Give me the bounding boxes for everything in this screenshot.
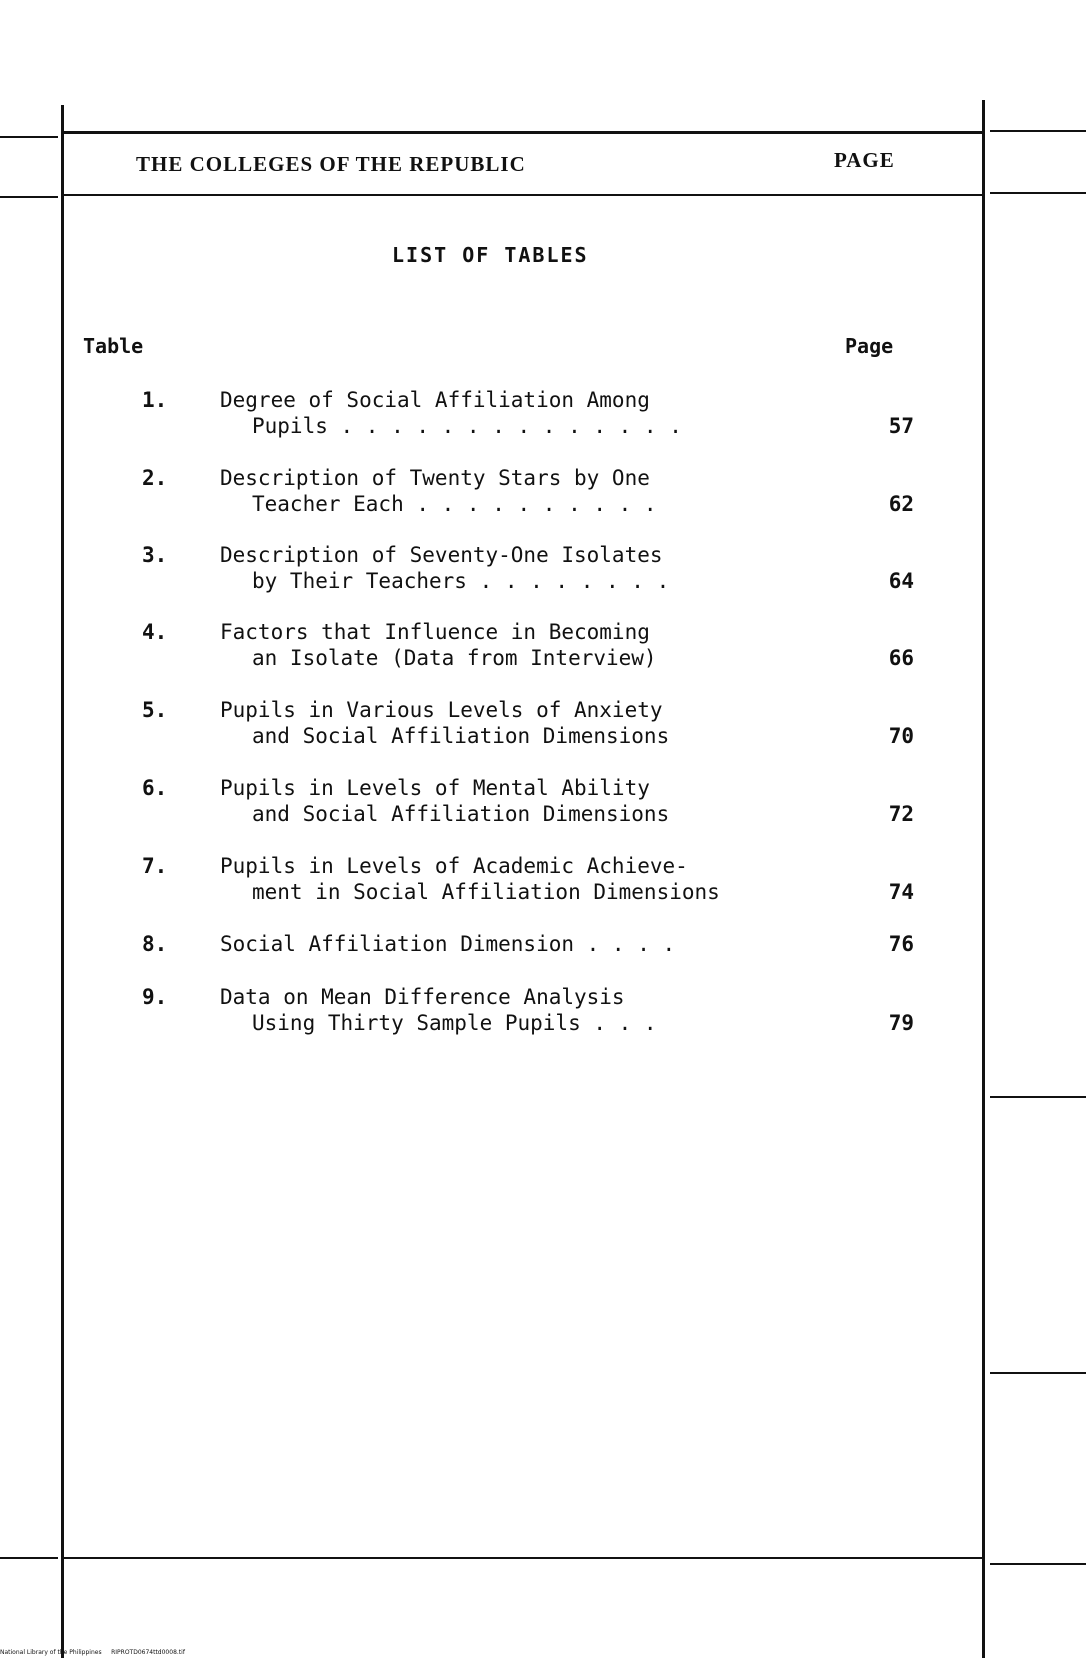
margin-rule-left-mid	[0, 196, 58, 198]
table-entry-4	[0, 620, 1086, 680]
entry-title-line2: Using Thirty Sample Pupils . . .	[252, 1011, 657, 1035]
margin-rule-left-bottom	[0, 1557, 58, 1559]
table-column-heading: Table	[83, 334, 144, 358]
table-entry-5	[0, 698, 1086, 758]
entry-page-number: 76	[888, 932, 914, 956]
margin-rule-right-2	[990, 192, 1086, 194]
margin-rule-right-3	[990, 1096, 1086, 1098]
scan-footer-caption: National Library of the Philippines RIPROTD0674ttd0008.tif	[0, 1649, 185, 1656]
entry-title-line1: Pupils in Various Levels of Anxiety	[220, 698, 663, 722]
entry-number: 6.	[142, 776, 168, 800]
entry-page-number: 66	[888, 646, 914, 670]
entry-page-number: 57	[888, 414, 914, 438]
entry-title-line2: and Social Affiliation Dimensions	[252, 802, 670, 826]
entry-title-line2: Teacher Each . . . . . . . . . .	[252, 492, 657, 516]
entry-page-number: 79	[888, 1011, 914, 1035]
table-entry-2	[0, 466, 1086, 526]
entry-title-line2: an Isolate (Data from Interview)	[252, 646, 657, 670]
running-header-page-label: PAGE	[834, 148, 895, 172]
entry-number: 7.	[142, 854, 168, 878]
table-entry-3	[0, 543, 1086, 603]
bottom-rule	[64, 1557, 982, 1559]
entry-number: 3.	[142, 543, 168, 567]
table-entry-8	[0, 932, 1086, 992]
entry-title-line2: and Social Affiliation Dimensions	[252, 724, 670, 748]
margin-rule-right-top	[990, 130, 1086, 132]
entry-page-number: 62	[888, 492, 914, 516]
entry-page-number: 64	[888, 569, 914, 593]
entry-number: 4.	[142, 620, 168, 644]
entry-title-line1: Pupils in Levels of Mental Ability	[220, 776, 650, 800]
entry-page-number: 74	[888, 880, 914, 904]
entry-title-line1: Factors that Influence in Becoming	[220, 620, 650, 644]
entry-title-line1: Pupils in Levels of Academic Achieve-	[220, 854, 688, 878]
margin-rule-right-bottom	[990, 1563, 1086, 1565]
list-of-tables-heading: LIST OF TABLES	[392, 243, 589, 267]
entry-page-number: 70	[888, 724, 914, 748]
table-entry-1	[0, 388, 1086, 448]
table-entry-9	[0, 985, 1086, 1045]
header-bottom-rule	[64, 194, 982, 196]
header-top-rule	[64, 131, 982, 134]
entry-number: 5.	[142, 698, 168, 722]
entry-title-line1: Description of Seventy-One Isolates	[220, 543, 663, 567]
entry-number: 2.	[142, 466, 168, 490]
entry-number: 1.	[142, 388, 168, 412]
entry-title-line1: Degree of Social Affiliation Among	[220, 388, 650, 412]
page-column-heading: Page	[845, 334, 894, 358]
running-header-title: THE COLLEGES OF THE REPUBLIC	[136, 152, 526, 176]
entry-title-line2: ment in Social Affiliation Dimensions	[252, 880, 720, 904]
table-entry-6	[0, 776, 1086, 836]
entry-title-line2: by Their Teachers . . . . . . . .	[252, 569, 670, 593]
entry-title-line1: Social Affiliation Dimension . . . .	[220, 932, 676, 956]
table-entry-7	[0, 854, 1086, 914]
entry-page-number: 72	[888, 802, 914, 826]
entry-title-line1: Data on Mean Difference Analysis	[220, 985, 625, 1009]
entry-number: 9.	[142, 985, 168, 1009]
entry-number: 8.	[142, 932, 168, 956]
margin-rule-left-top	[0, 136, 58, 138]
entry-title-line1: Description of Twenty Stars by One	[220, 466, 650, 490]
margin-rule-right-4	[990, 1372, 1086, 1374]
entry-title-line2: Pupils . . . . . . . . . . . . . .	[252, 414, 682, 438]
